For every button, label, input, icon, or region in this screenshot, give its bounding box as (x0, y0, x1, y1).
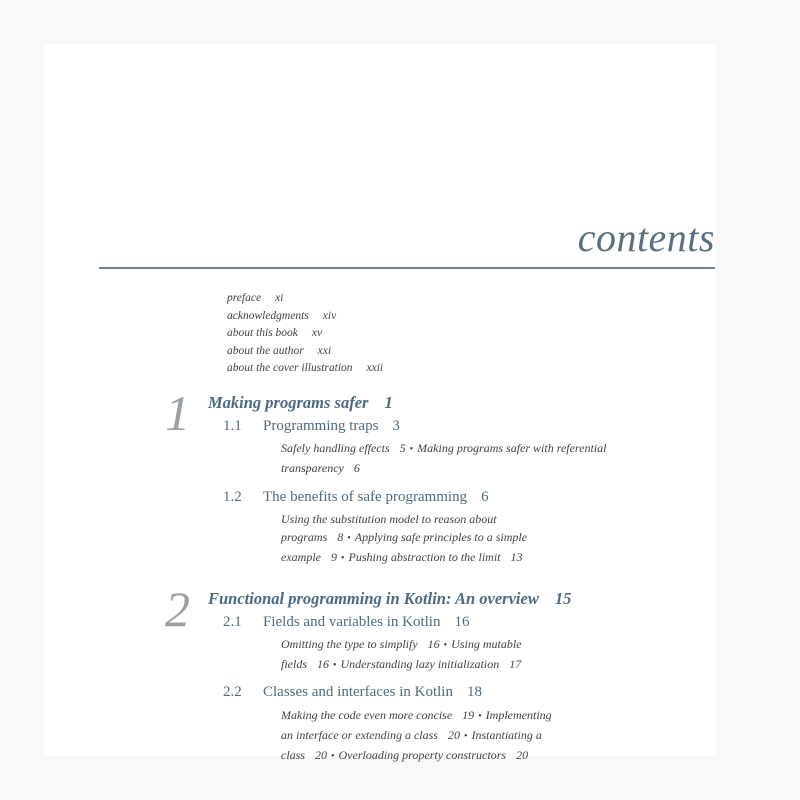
section-page: 16 (454, 614, 470, 630)
topic-title[interactable]: programs (281, 530, 328, 544)
front-matter-title: preface (227, 292, 262, 304)
front-matter-page: xv (311, 327, 323, 339)
topic-title[interactable]: Using the substitution model to reason about (281, 512, 497, 526)
topic-title[interactable]: Instantiating a (471, 728, 542, 742)
topic-page: 6 (353, 461, 360, 475)
front-matter-page: xxii (366, 362, 384, 374)
topic-page: 9 (330, 550, 337, 564)
chapter-title[interactable] (208, 589, 571, 609)
front-matter-title: acknowledgments (227, 309, 309, 322)
section-topics (281, 510, 681, 568)
topic-line (281, 746, 681, 766)
topic-line (281, 655, 681, 675)
section-title: The benefits of safe programming (263, 489, 468, 505)
topic-title[interactable]: example (281, 550, 321, 564)
topic-title[interactable]: fields (281, 657, 307, 671)
section-topics (281, 439, 681, 477)
front-matter-item[interactable] (227, 308, 383, 326)
topic-line (281, 459, 681, 477)
front-matter-item[interactable] (227, 343, 383, 361)
section-number: 1.1 (223, 418, 242, 434)
topic-page: 20 (516, 748, 529, 762)
topic-line (281, 528, 681, 548)
front-matter-title: about the cover illustration (227, 362, 353, 374)
chapter-page: 15 (554, 589, 572, 608)
topic-title[interactable]: Applying safe principles to a simple (354, 530, 528, 544)
section-entry[interactable] (223, 684, 482, 701)
front-matter-page: xxi (317, 344, 332, 357)
section-entry[interactable] (223, 614, 469, 631)
chapter-title[interactable] (208, 393, 393, 413)
chapter-number: 1 (165, 385, 190, 441)
bullet-separator: • (409, 444, 414, 455)
chapter-title-text: Functional programming in Kotlin: An overview (208, 589, 539, 608)
front-matter-title: about this book (227, 327, 298, 339)
bullet-separator: • (443, 640, 448, 651)
chapter-title-text: Making programs safer (208, 393, 369, 412)
bullet-separator: • (347, 533, 351, 544)
front-matter-list (227, 290, 383, 378)
topic-page: 8 (337, 530, 344, 544)
topic-page: 13 (510, 550, 523, 564)
topic-page: 20 (447, 728, 460, 742)
section-page: 18 (466, 684, 482, 700)
title-rule (99, 267, 715, 269)
section-number: 2.1 (223, 614, 242, 630)
section-topics (281, 635, 681, 675)
topic-title[interactable]: Overloading property constructors (338, 748, 507, 762)
topic-title[interactable]: Using mutable (451, 637, 522, 651)
topic-title[interactable]: Making programs safer with referential (417, 441, 607, 455)
bullet-separator: • (331, 751, 335, 762)
bullet-separator: • (463, 731, 468, 742)
front-matter-title: about the author (227, 344, 304, 357)
front-matter-page: xi (275, 292, 284, 304)
chapter-number: 2 (165, 581, 190, 637)
topic-page: 16 (427, 637, 440, 651)
bullet-separator: • (333, 660, 337, 671)
section-title: Programming traps (263, 418, 379, 434)
topic-line (281, 439, 681, 459)
topic-page: 5 (399, 441, 406, 455)
topic-line (281, 706, 681, 726)
topic-page: 19 (462, 708, 475, 722)
section-entry[interactable] (223, 489, 489, 506)
topic-line (281, 510, 681, 528)
page-title: contents (577, 215, 715, 260)
section-entry[interactable] (223, 418, 400, 435)
topic-page: 20 (315, 748, 327, 762)
topic-title[interactable]: Understanding lazy initialization (340, 657, 500, 671)
section-page: 6 (481, 489, 489, 505)
topic-title[interactable]: Implementing (485, 708, 552, 722)
topic-line (281, 635, 681, 655)
topic-line (281, 548, 681, 568)
topic-title[interactable]: an interface or extending a class (281, 728, 438, 742)
topic-title[interactable]: Omitting the type to simplify (281, 637, 418, 651)
topic-page: 16 (317, 657, 329, 671)
topic-title[interactable]: Safely handling effects (281, 441, 390, 455)
bullet-separator: • (340, 553, 345, 564)
chapter-page: 1 (384, 393, 393, 412)
bullet-separator: • (478, 711, 482, 722)
topic-title[interactable]: Making the code even more concise (281, 708, 453, 722)
topic-title[interactable]: Pushing abstraction to the limit (348, 550, 501, 564)
front-matter-page: xiv (322, 309, 337, 322)
topic-title[interactable]: transparency (281, 461, 344, 475)
front-matter-item[interactable] (227, 360, 383, 378)
topic-line (281, 726, 681, 746)
section-title: Classes and interfaces in Kotlin (263, 684, 453, 700)
topic-page: 17 (509, 657, 522, 671)
section-topics (281, 706, 681, 766)
topic-title[interactable]: class (281, 748, 305, 762)
section-title: Fields and variables in Kotlin (263, 614, 441, 630)
section-page: 3 (392, 418, 400, 434)
front-matter-item[interactable] (227, 290, 383, 308)
front-matter-item[interactable] (227, 325, 383, 343)
section-number: 2.2 (223, 684, 242, 700)
section-number: 1.2 (223, 489, 242, 505)
